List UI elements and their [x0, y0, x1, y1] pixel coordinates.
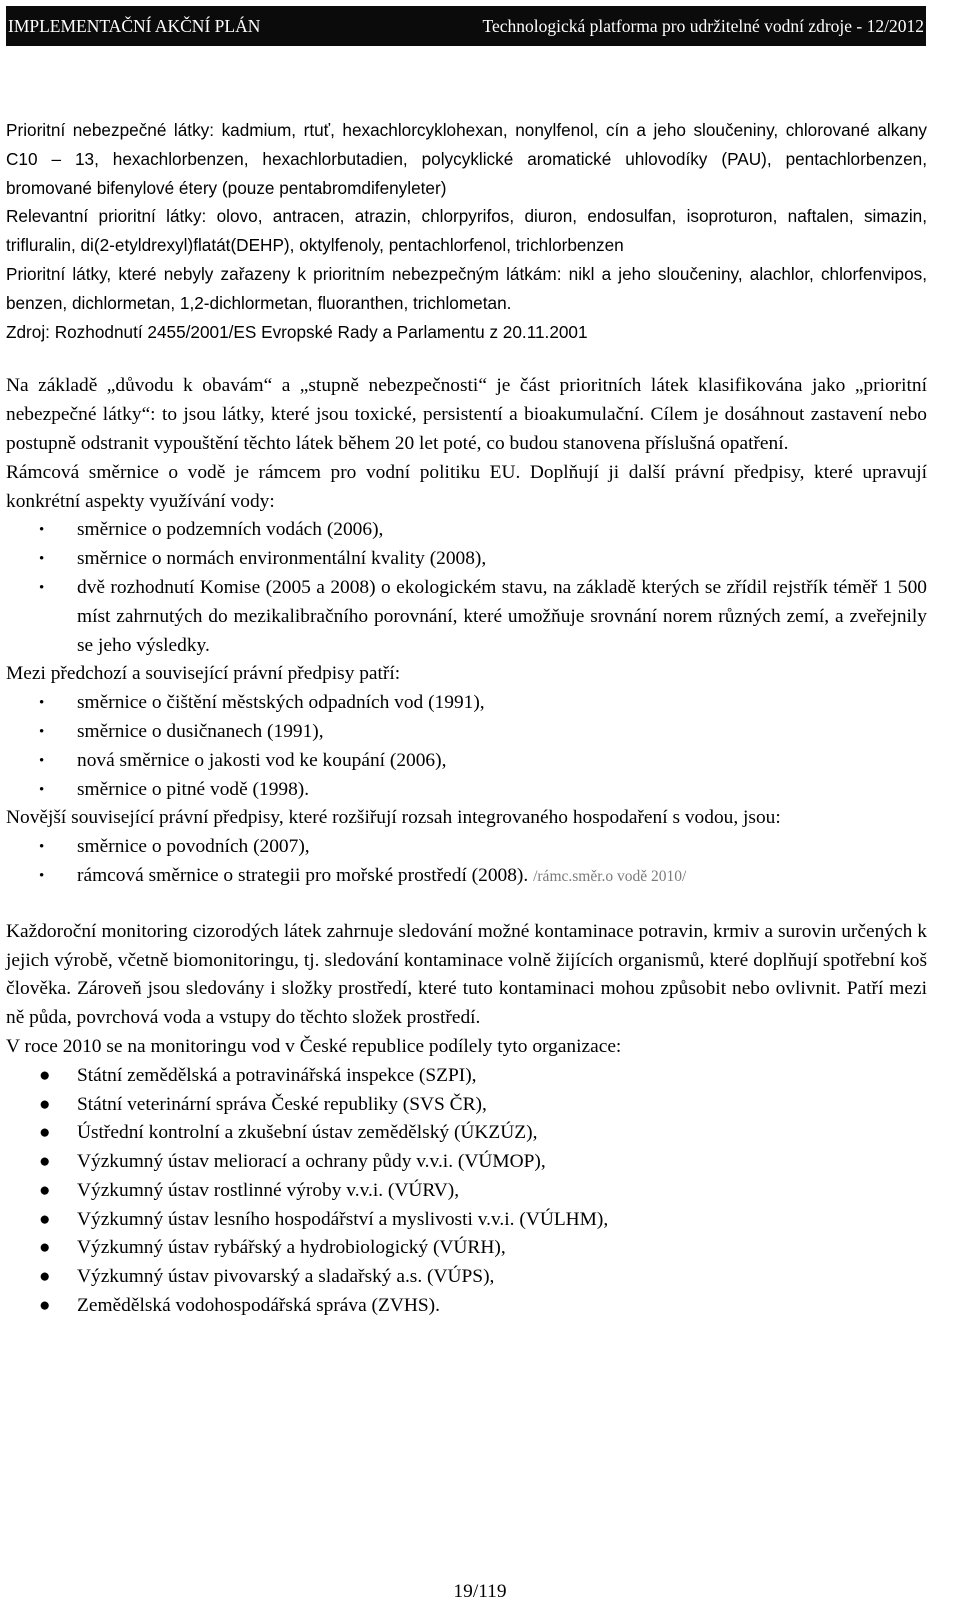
bullet-icon: •	[39, 839, 45, 856]
monitoring-paragraph: Každoroční monitoring cizorodých látek zahrnuje sledování možné kontaminace potravin, krmiv a surovin určených k jejich výrobě, včetně biomonitoringu, tj. sledování kontaminace volně žijících organismů, které doplňují spotřební koš člověka. Zároveň jsou sledovány i složky prostředí, které tuto kontaminaci mohou způsobit nebo ovlivnit. Patří mezi ně půda, povrchová voda a vstupy do těchto složek prostředí.	[6, 920, 927, 1029]
list-item: ● Výzkumný ústav lesního hospodářství a myslivosti v.v.i. (VÚLHM),	[6, 1206, 927, 1235]
bullet-icon: ●	[39, 1151, 51, 1173]
bullet-icon: •	[39, 781, 45, 798]
list-item: ● Výzkumný ústav rostlinné výroby v.v.i. (VÚRV),	[6, 1177, 927, 1206]
newer-regulations-heading: Novější související právní předpisy, které rozšiřují rozsah integrovaného hospodaření s vodou, jsou:	[6, 807, 781, 829]
header-right-title: Technologická platforma pro udržitelné vodní zdroje - 12/2012	[482, 16, 924, 36]
list-item: • směrnice o dusičnanech (1991),	[6, 718, 927, 747]
bullet-icon: ●	[39, 1179, 51, 1201]
bullet-icon: •	[39, 723, 45, 740]
list-item: ● Výzkumný ústav rybářský a hydrobiologický (VÚRH),	[6, 1234, 927, 1263]
list-item: • dvě rozhodnutí Komise (2005 a 2008) o ekologickém stavu, na základě kterých se zřídil rejstřík téměř 1 500 míst zahrnutých do mezikalibračního porovnání, které umožňuje srovnání norem různých zemí, a zveřejnily se jeho výsledky.	[6, 574, 927, 660]
list-item: ● Ústřední kontrolní a zkušební ústav zemědělský (ÚKZÚZ),	[6, 1119, 927, 1148]
bullet-icon: ●	[39, 1093, 51, 1115]
list-item: • směrnice o povodních (2007),	[6, 833, 927, 862]
regulations-list-2	[6, 689, 927, 804]
page-header	[6, 6, 926, 46]
organizations-heading: V roce 2010 se na monitoringu vod v České republice podílely tyto organizace:	[6, 1035, 622, 1057]
bullet-icon: ●	[39, 1266, 51, 1288]
list-item: • směrnice o pitné vodě (1998).	[6, 776, 927, 805]
list-item: • rámcová směrnice o strategii pro mořské prostředí (2008). /rámc.směr.o vodě 2010/	[6, 862, 927, 892]
framework-directive-paragraph: Rámcová směrnice o vodě je rámcem pro vodní politiku EU. Doplňují ji další právní předpisy, které upravují konkrétní aspekty využívání vody:	[6, 461, 927, 512]
page-number: 19/119	[453, 1581, 507, 1602]
list-item: • směrnice o podzemních vodách (2006),	[6, 516, 927, 545]
bullet-icon: ●	[39, 1295, 51, 1317]
list-item: ● Zemědělská vodohospodářská správa (ZVHS).	[6, 1292, 927, 1321]
bullet-icon: •	[39, 867, 45, 884]
classification-paragraph: Na základě „důvodu k obavám“ a „stupně nebezpečnosti“ je část prioritních látek klasifikována jako „prioritní nebezpečné látky“: to jsou látky, které jsou toxické, persistentí a bioakumulační. Cílem je dosáhnout zastavení nebo postupně odstranit vypouštění těchto látek během 20 let poté, co budou stanovena příslušná opatření.	[6, 375, 927, 454]
priority-hazardous-substances-paragraph: Prioritní nebezpečné látky: kadmium, rtuť, hexachlorcyklohexan, nonylfenol, cín a jeho sloučeniny, chlorované alkany C10 – 13, hexachlorbenzen, hexachlorbutadien, polycyklické aromatické uhlovodíky (PAU), pentachlorbenzen, bromované bifenylové étery (pouze pentabromdifenyleter)	[6, 120, 927, 198]
list-item: • nová směrnice o jakosti vod ke koupání (2006),	[6, 747, 927, 776]
regulations-list-1	[6, 516, 927, 660]
bullet-icon: •	[39, 752, 45, 769]
list-item: • směrnice o normách environmentální kvality (2008),	[6, 545, 927, 574]
regulations-list-3	[6, 833, 927, 892]
list-item: ● Výzkumný ústav pivovarský a sladařský a.s. (VÚPS),	[6, 1263, 927, 1292]
bullet-icon: •	[39, 551, 45, 568]
list-item: ● Státní zemědělská a potravinářská inspekce (SZPI),	[6, 1062, 927, 1091]
bullet-icon: ●	[39, 1064, 51, 1086]
other-priority-substances-paragraph: Prioritní látky, které nebyly zařazeny k prioritním nebezpečným látkám: nikl a jeho sloučeniny, alachlor, chlorfenvipos, benzen, dichlormetan, 1,2-dichlormetan, fluoranthen, trichlometan.	[6, 263, 927, 313]
header-left-title: IMPLEMENTAČNÍ AKČNÍ PLÁN	[8, 16, 261, 36]
bullet-icon: •	[39, 522, 45, 539]
page-content	[6, 116, 927, 1321]
bullet-icon: •	[39, 579, 45, 596]
source-citation: Zdroj: Rozhodnutí 2455/2001/ES Evropské Rady a Parlamentu z 20.11.2001	[6, 321, 588, 342]
relevant-priority-substances-paragraph: Relevantní prioritní látky: olovo, antracen, atrazin, chlorpyrifos, diuron, endosulfan, isoproturon, naftalen, simazin, trifluralin, di(2-etyldrexyl)flatát(DEHP), oktylfenoly, pentachlorfenol, trichlorbenzen	[6, 206, 927, 256]
organizations-list	[6, 1062, 927, 1321]
previous-regulations-heading: Mezi předchozí a související právní předpisy patří:	[6, 663, 401, 685]
list-item: ● Státní veterinární správa České republiky (SVS ČR),	[6, 1091, 927, 1120]
list-item: ● Výzkumný ústav meliorací a ochrany půdy v.v.i. (VÚMOP),	[6, 1148, 927, 1177]
bullet-icon: ●	[39, 1122, 51, 1144]
list-item: • směrnice o čištění městských odpadních vod (1991),	[6, 689, 927, 718]
bullet-icon: ●	[39, 1237, 51, 1259]
bullet-icon: •	[39, 695, 45, 712]
bullet-icon: ●	[39, 1208, 51, 1230]
source-note: /rámc.směr.o vodě 2010/	[533, 867, 687, 885]
